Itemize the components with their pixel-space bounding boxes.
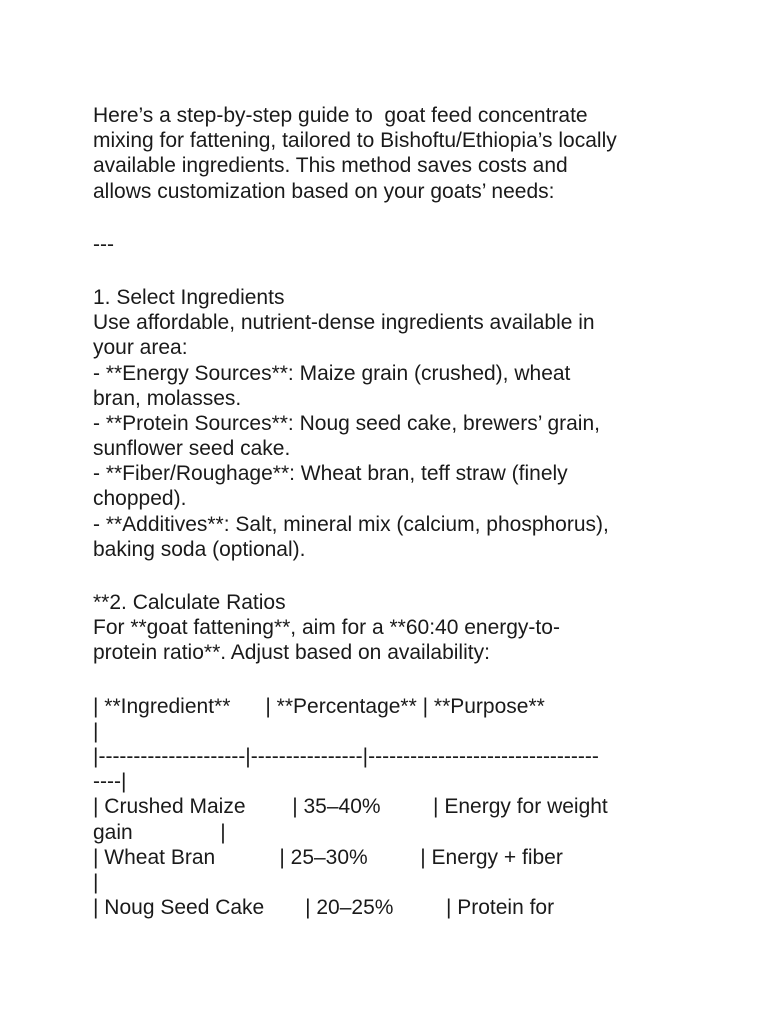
section-line: - **Protein Sources**: Noug seed cake, brewers’ grain, (93, 411, 600, 435)
blank-line (93, 257, 683, 285)
section-line: protein ratio**. Adjust based on availability: (93, 641, 490, 665)
intro-line: mixing for fattening, tailored to Bishoftu/Ethiopia’s locally (93, 129, 617, 153)
table-line: | (93, 870, 99, 894)
section-line: - **Fiber/Roughage**: Wheat bran, teff straw (finely (93, 462, 568, 486)
section-line: - **Additives**: Salt, mineral mix (calcium, phosphorus), (93, 512, 609, 536)
intro-line: allows customization based on your goats’ needs: (93, 179, 555, 203)
table-line: | **Ingredient** | **Percentage** | **Purpose** (93, 694, 545, 718)
section-line: your area: (93, 336, 188, 360)
table-line: | (93, 719, 99, 743)
separator-line: --- (93, 232, 114, 256)
section-line: chopped). (93, 487, 187, 511)
section-select-ingredients (93, 285, 683, 562)
section-line: sunflower seed cake. (93, 437, 291, 461)
table-line: ----| (93, 770, 127, 794)
blank-line (93, 204, 683, 232)
document-page (93, 103, 683, 920)
ratio-table-text (93, 694, 683, 921)
intro-line: available ingredients. This method saves costs and (93, 154, 568, 178)
intro-line: Here’s a step-by-step guide to goat feed concentrate (93, 104, 588, 127)
section-heading: **2. Calculate Ratios (93, 591, 286, 614)
section-line: Use affordable, nutrient-dense ingredients available in (93, 311, 595, 335)
table-line: | Crushed Maize | 35–40% | Energy for weight (93, 795, 608, 819)
section-heading: 1. Select Ingredients (93, 285, 285, 309)
blank-line (93, 666, 683, 694)
section-line: baking soda (optional). (93, 537, 306, 561)
section-line: For **goat fattening**, aim for a **60:40 energy-to- (93, 616, 560, 640)
section-line: - **Energy Sources**: Maize grain (crushed), wheat (93, 361, 571, 385)
intro-paragraph (93, 103, 683, 204)
table-line: |---------------------|----------------|--------------------------------- (93, 744, 599, 768)
table-line: | Noug Seed Cake | 20–25% | Protein for (93, 896, 555, 920)
section-calculate-ratios (93, 590, 683, 666)
table-line: gain | (93, 820, 226, 844)
table-line: | Wheat Bran | 25–30% | Energy + fiber (93, 845, 563, 869)
section-line: bran, molasses. (93, 386, 242, 410)
blank-line (93, 562, 683, 590)
